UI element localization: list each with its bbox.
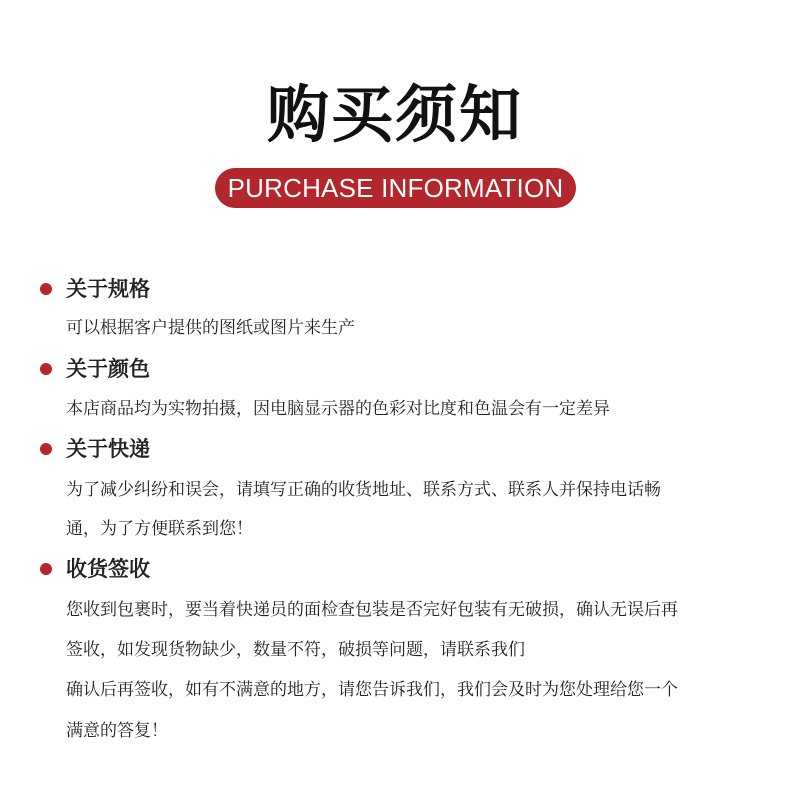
bullet-dot-icon xyxy=(40,363,52,375)
section-receipt-heading xyxy=(40,554,150,584)
section-receipt-line-3: 确认后再签收，如有不满意的地方，请您告诉我们，我们会及时为您处理给您一个 xyxy=(66,680,678,700)
section-color-heading xyxy=(40,354,150,384)
section-shipping-line-1: 为了减少纠纷和误会，请填写正确的收货地址、联系方式、联系人并保持电话畅 xyxy=(66,480,661,500)
section-shipping-heading xyxy=(40,434,150,464)
subtitle-banner: PURCHASE INFORMATION xyxy=(215,168,576,208)
section-specs-heading xyxy=(40,274,150,304)
section-heading-text: 关于快递 xyxy=(66,437,150,461)
bullet-dot-icon xyxy=(40,283,52,295)
bullet-dot-icon xyxy=(40,563,52,575)
section-shipping-line-2: 通，为了方便联系到您！ xyxy=(66,519,253,539)
section-receipt-line-2: 签收，如发现货物缺少，数量不符，破损等问题，请联系我们 xyxy=(66,640,525,660)
section-specs-line: 可以根据客户提供的图纸或图片来生产 xyxy=(66,318,355,338)
section-color-line: 本店商品均为实物拍摄，因电脑显示器的色彩对比度和色温会有一定差异 xyxy=(66,399,610,419)
section-heading-text: 关于颜色 xyxy=(66,357,150,381)
section-receipt-line-4: 满意的答复！ xyxy=(66,721,168,741)
bullet-dot-icon xyxy=(40,443,52,455)
section-receipt-line-1: 您收到包裹时，要当着快递员的面检查包装是否完好包装有无破损，确认无误后再 xyxy=(66,600,678,620)
page-title: 购买须知 xyxy=(266,78,523,151)
section-heading-text: 收货签收 xyxy=(66,557,150,581)
section-heading-text: 关于规格 xyxy=(66,277,150,301)
